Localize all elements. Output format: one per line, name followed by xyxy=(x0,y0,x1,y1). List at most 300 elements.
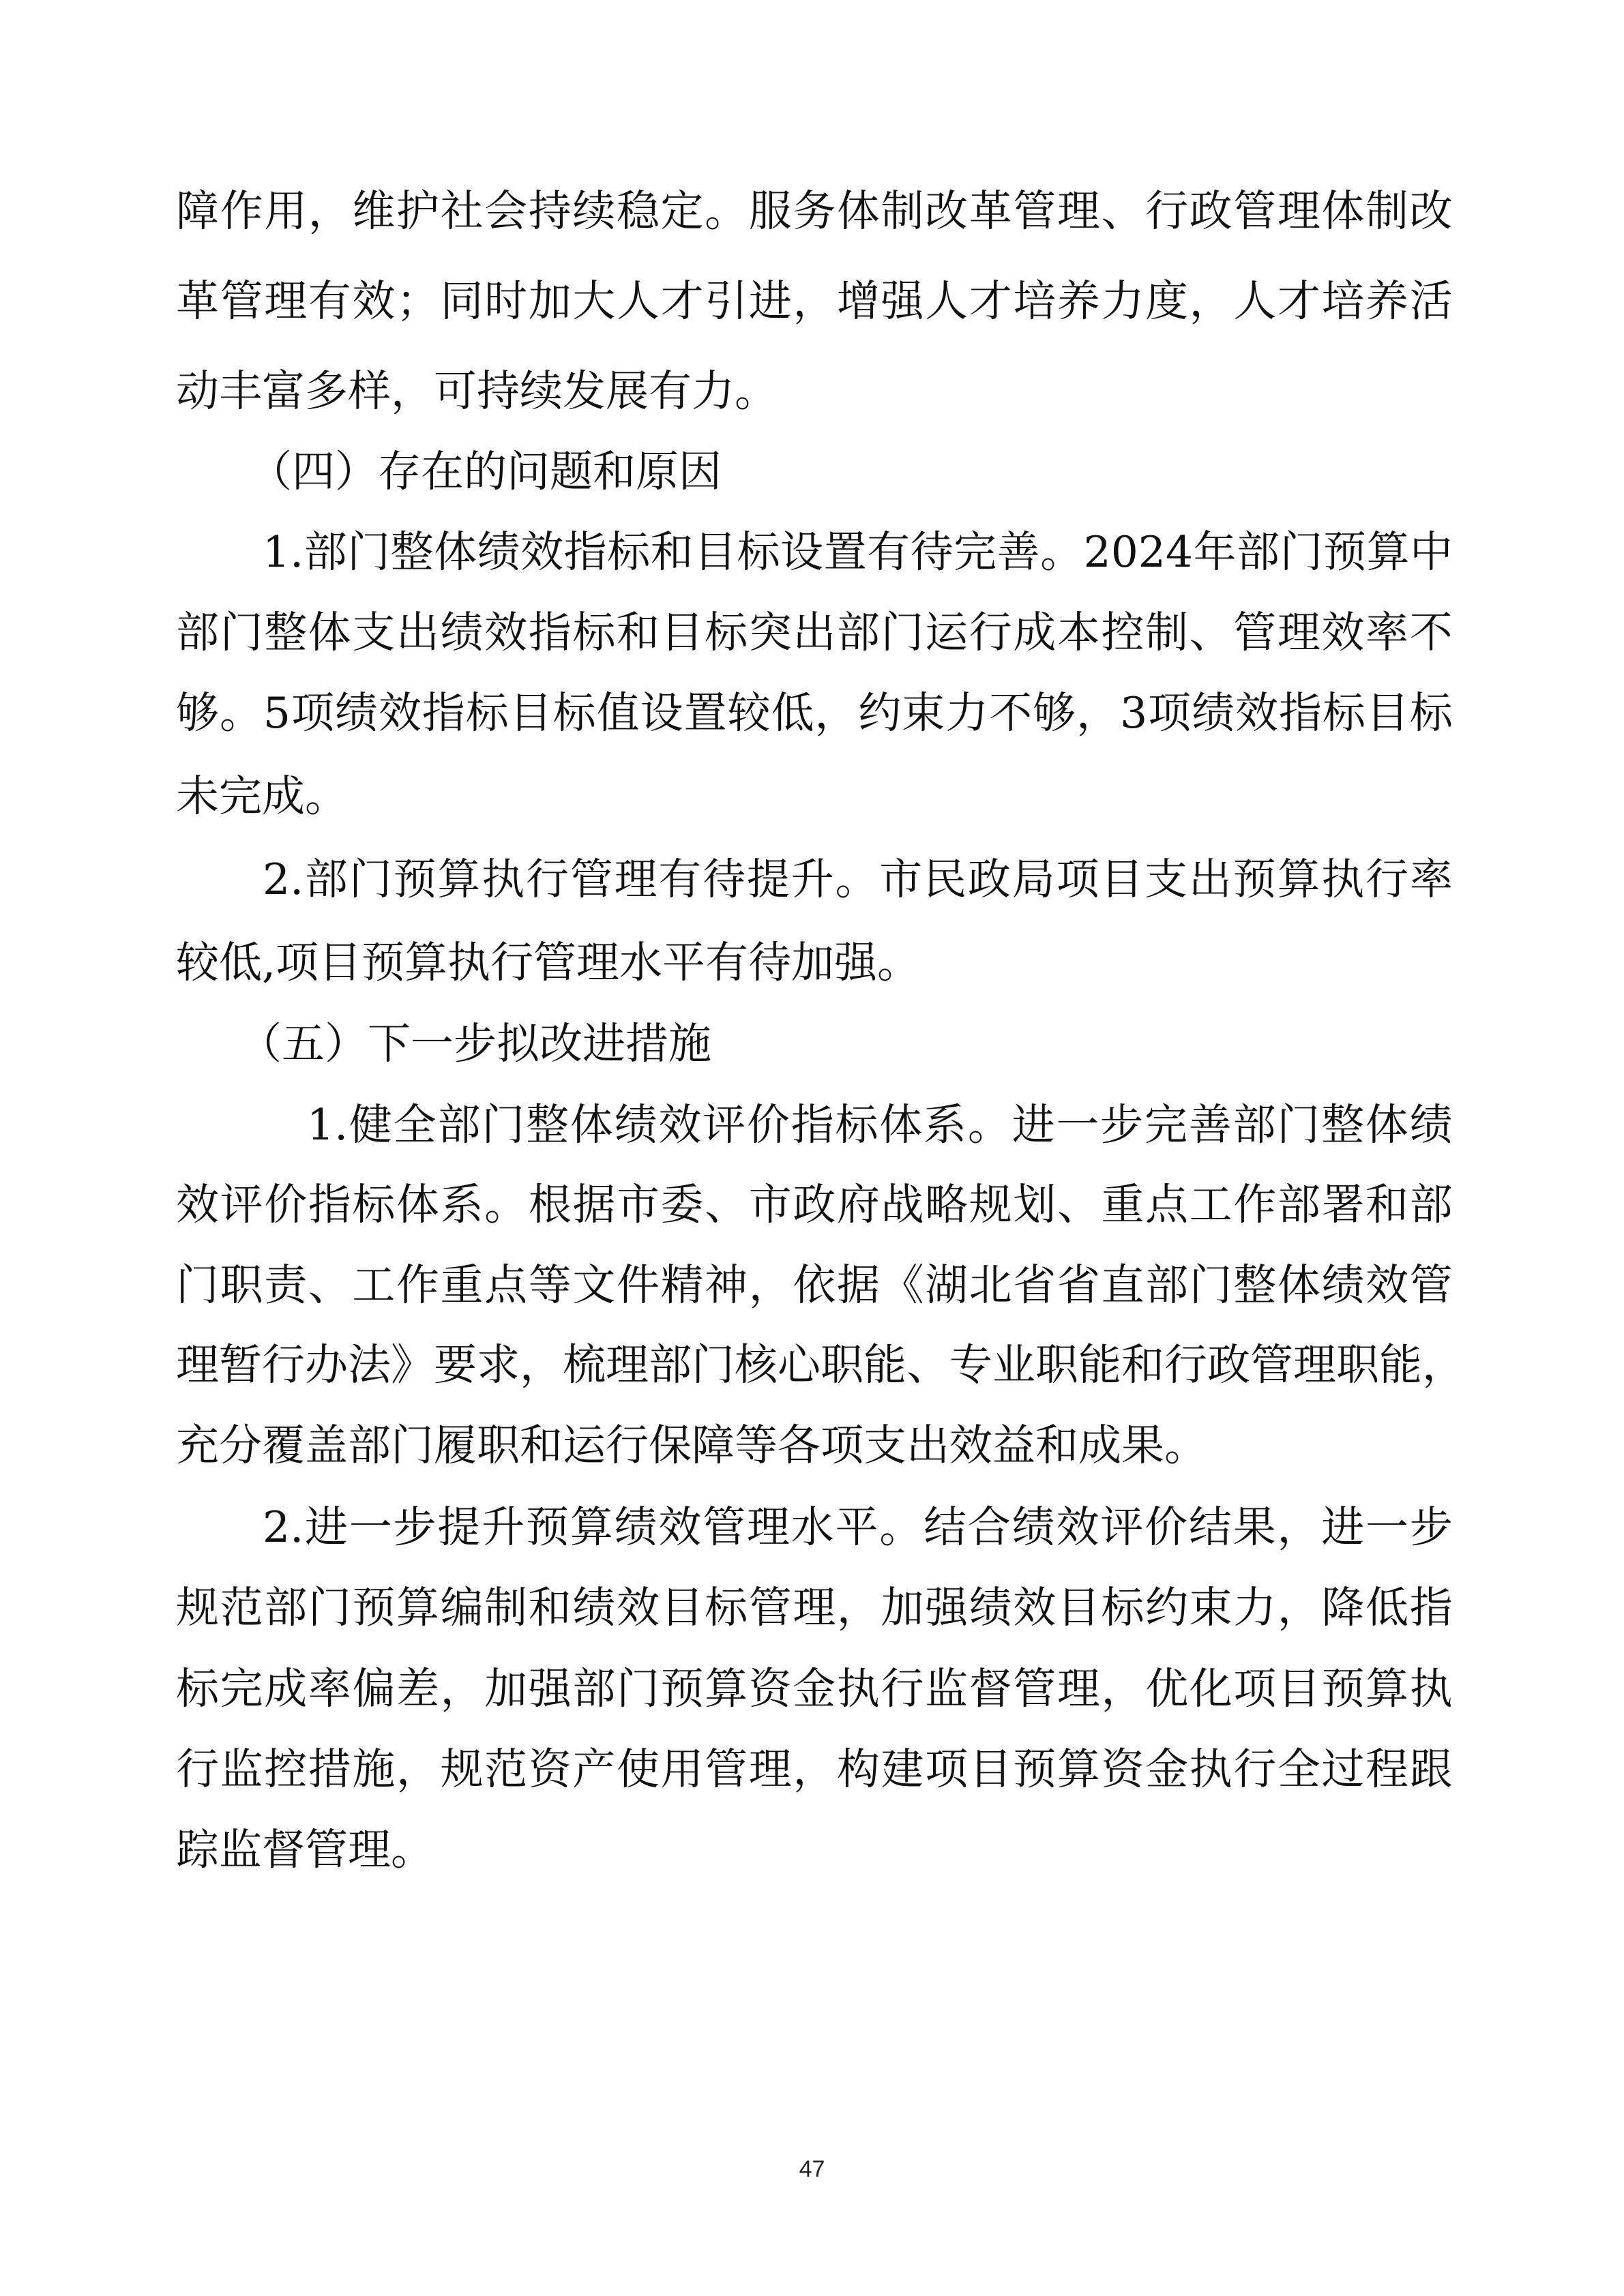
text-char: 一 xyxy=(1365,1502,1409,1552)
text-char: 。 xyxy=(705,186,748,236)
text-char: 够 xyxy=(176,688,219,738)
text-char: 行 xyxy=(525,854,569,904)
text-char: 体 xyxy=(1321,186,1365,236)
paragraph-line: 较低,项目预算执行管理水平有待加强。 xyxy=(176,938,921,987)
text-char: 成 xyxy=(1013,608,1057,657)
text-char: 度 xyxy=(1145,276,1189,326)
text-char: 执 xyxy=(1321,854,1365,904)
text-char: 行 xyxy=(176,1744,219,1794)
text-char: 控 xyxy=(264,1744,308,1794)
text-char: 目 xyxy=(1100,854,1144,904)
text-char: 标 xyxy=(835,1100,879,1150)
text-char: 管 xyxy=(570,854,613,904)
text-char: 部 xyxy=(264,1583,308,1632)
text-char: 结 xyxy=(924,1502,967,1552)
paragraph-line xyxy=(176,1338,1465,1392)
text-char: ， xyxy=(520,1340,563,1390)
text-char: 率 xyxy=(1365,608,1409,657)
text-char: 预 xyxy=(1013,1744,1057,1794)
text-char: 制 xyxy=(484,1583,528,1632)
text-char: 部 xyxy=(304,854,348,904)
text-char: 系 xyxy=(924,1100,967,1150)
text-char: 进 xyxy=(748,276,792,326)
paragraph-line: 未完成。 xyxy=(176,771,348,821)
text-char: 不 xyxy=(1409,608,1453,657)
text-char: 较 xyxy=(727,688,771,738)
text-char: 目 xyxy=(509,688,552,738)
text-char: 护 xyxy=(396,186,439,236)
text-char: 指 xyxy=(563,527,607,577)
text-char: 步 xyxy=(1409,1502,1453,1552)
text-char: 指 xyxy=(422,688,465,738)
text-char: 行 xyxy=(969,608,1012,657)
text-char: 部 xyxy=(572,1664,616,1714)
text-char: 绩 xyxy=(572,1583,616,1632)
text-char: 资 xyxy=(748,1664,792,1714)
paragraph-line xyxy=(263,1500,1453,1555)
text-char: 、 xyxy=(1057,1180,1100,1229)
text-char: ， xyxy=(396,1744,439,1794)
text-char: 效 xyxy=(176,1180,219,1229)
text-char: ， xyxy=(1277,1583,1320,1632)
text-char: 行 xyxy=(1145,186,1189,236)
text-char: 根 xyxy=(528,1180,572,1229)
text-char: 。 xyxy=(1040,527,1084,577)
text-char: 水 xyxy=(791,1502,834,1552)
text-char: 标 xyxy=(1322,688,1365,738)
text-char: 支 xyxy=(352,608,396,657)
text-char: 偏 xyxy=(352,1664,396,1714)
text-char: 效 xyxy=(616,1583,660,1632)
text-char: 平 xyxy=(835,1502,879,1552)
text-char: 加 xyxy=(881,1583,924,1632)
text-char: 够 xyxy=(1033,688,1076,738)
text-char: 依 xyxy=(793,1260,836,1310)
text-char: 神 xyxy=(705,1260,748,1310)
text-char: 部 xyxy=(304,527,347,577)
text-char: 、 xyxy=(1101,186,1145,236)
text-char: 门 xyxy=(220,608,263,657)
text-char: 。 xyxy=(484,1180,528,1229)
text-char: 改 xyxy=(1409,186,1453,236)
text-char: 局 xyxy=(1012,854,1055,904)
text-char: 工 xyxy=(352,1260,396,1310)
text-char: 善 xyxy=(996,527,1040,577)
text-char: 门 xyxy=(308,1583,351,1632)
text-char: 目 xyxy=(1365,688,1409,738)
text-char: 建 xyxy=(881,1744,924,1794)
text-char: 执 xyxy=(482,854,525,904)
text-char: 目 xyxy=(1277,1664,1320,1714)
paragraph-line xyxy=(307,1098,1453,1152)
text-char: 约 xyxy=(1145,1583,1189,1632)
text-char: 规 xyxy=(440,1744,484,1794)
text-char: ， xyxy=(836,1583,880,1632)
text-char: 体 xyxy=(308,608,351,657)
text-char: 规 xyxy=(969,1180,1012,1229)
text-char: 理 xyxy=(793,1583,836,1632)
text-char: 和 xyxy=(650,527,694,577)
paragraph-line xyxy=(176,1178,1453,1232)
paragraph-line xyxy=(176,1258,1453,1313)
text-char: 门 xyxy=(349,854,392,904)
text-char: 指 xyxy=(308,1180,351,1229)
text-char: 执 xyxy=(1409,1664,1453,1714)
text-char: 养 xyxy=(1057,276,1100,326)
text-char: 同 xyxy=(440,276,484,326)
text-char: 务 xyxy=(793,186,836,236)
text-char: 绩 xyxy=(1409,1100,1453,1150)
text-char: 理 xyxy=(1277,608,1320,657)
text-char: 革 xyxy=(176,276,219,326)
text-char: 有 xyxy=(308,276,351,326)
text-char: 预 xyxy=(1321,1664,1365,1714)
text-char: 算 xyxy=(396,1583,439,1632)
text-char: 目 xyxy=(969,1744,1012,1794)
text-char: 标 xyxy=(737,527,780,577)
text-char: 预 xyxy=(525,1502,569,1552)
text-char: 行 xyxy=(1233,1744,1277,1794)
text-char: 设 xyxy=(640,688,683,738)
text-char: 指 xyxy=(1409,1583,1453,1632)
text-char: 才 xyxy=(660,276,704,326)
text-char: 部 xyxy=(176,608,219,657)
text-char: 绩 xyxy=(1012,1502,1055,1552)
text-char: 效 xyxy=(658,1100,702,1150)
text-char: 用 xyxy=(660,1744,704,1794)
text-char: 效 xyxy=(1013,1583,1057,1632)
text-run: 1. xyxy=(263,527,304,577)
text-char: 管 xyxy=(748,1583,792,1632)
text-char: 跟 xyxy=(1409,1744,1453,1794)
text-char: 政 xyxy=(1207,1340,1250,1390)
text-char: 制 xyxy=(881,186,924,236)
text-char: 体 xyxy=(396,1180,439,1229)
text-char: 施 xyxy=(352,1744,396,1794)
text-char: 政 xyxy=(1189,186,1232,236)
text-char: 待 xyxy=(910,527,954,577)
text-char: 标 xyxy=(705,1583,748,1632)
text-char: 理 xyxy=(1057,1664,1100,1714)
text-char: 管 xyxy=(703,1502,746,1552)
text-char: 系 xyxy=(440,1180,484,1229)
text-char: 果 xyxy=(1232,1502,1276,1552)
text-char: 行 xyxy=(1164,1340,1207,1390)
text-char: 项 xyxy=(1233,1664,1277,1714)
text-char: 管 xyxy=(1409,1260,1453,1310)
text-char: 理 xyxy=(746,1502,790,1552)
text-char: ， xyxy=(1277,1502,1320,1552)
text-char: 产 xyxy=(572,1744,616,1794)
text-char: 执 xyxy=(1189,1744,1232,1794)
text-char: 省 xyxy=(1013,1260,1057,1310)
text-char: 置 xyxy=(683,688,727,738)
text-char: ， xyxy=(793,1744,836,1794)
text-char: 重 xyxy=(1101,1180,1145,1229)
text-char: 待 xyxy=(703,854,746,904)
text-char: 。 xyxy=(835,854,879,904)
text-char: 部 xyxy=(1277,1180,1320,1229)
text-char: 一 xyxy=(349,1502,392,1552)
text-char: 完 xyxy=(220,1664,263,1714)
text-char: 《 xyxy=(881,1260,924,1310)
text-char: 价 xyxy=(1145,1502,1188,1552)
text-char: 算 xyxy=(570,1502,613,1552)
text-char: 力 xyxy=(1233,1583,1277,1632)
text-char: 效 xyxy=(352,276,396,326)
text-char: 绩 xyxy=(477,527,520,577)
paragraph-line: 动丰富多样，可持续发展有力。 xyxy=(176,366,778,416)
text-char: 指 xyxy=(1278,688,1322,738)
text-char: 管 xyxy=(705,1744,748,1794)
text-char: 预 xyxy=(660,1664,704,1714)
text-char: 设 xyxy=(780,527,824,577)
text-char: 全 xyxy=(393,1100,437,1150)
text-char: 标 xyxy=(176,1664,219,1714)
text-char: 率 xyxy=(308,1664,351,1714)
text-char: 预 xyxy=(1232,854,1276,904)
text-char: 理 xyxy=(264,276,308,326)
text-char: 范 xyxy=(220,1583,263,1632)
text-char: 算 xyxy=(1277,854,1320,904)
text-char: ， xyxy=(308,186,351,236)
text-char: 要 xyxy=(434,1340,477,1390)
text-char: 标 xyxy=(572,608,616,657)
text-char: 直 xyxy=(1101,1260,1145,1310)
text-char: 改 xyxy=(925,186,969,236)
text-char: 项 xyxy=(925,1744,969,1794)
text-char: 活 xyxy=(1409,276,1453,326)
text-char: 据 xyxy=(572,1180,616,1229)
text-char: 大 xyxy=(572,276,616,326)
text-char: 体 xyxy=(434,527,477,577)
text-char: 、 xyxy=(906,1340,949,1390)
text-char: 进 xyxy=(1321,1502,1365,1552)
text-char: ； xyxy=(396,276,439,326)
text-char: 标 xyxy=(465,688,509,738)
text-char: 强 xyxy=(881,276,924,326)
text-char: 。 xyxy=(879,1502,923,1552)
text-char: 持 xyxy=(528,186,572,236)
text-char: 项 xyxy=(291,688,334,738)
text-char: 整 xyxy=(390,527,434,577)
text-char: 行 xyxy=(262,1340,305,1390)
text-char: 加 xyxy=(528,276,572,326)
text-char: 预 xyxy=(1323,527,1366,577)
text-char: 值 xyxy=(596,688,640,738)
text-char: 体 xyxy=(836,186,880,236)
text-char: 略 xyxy=(925,1180,969,1229)
text-char: 体 xyxy=(570,1100,613,1150)
text-char: 管 xyxy=(1250,1340,1293,1390)
text-char: 民 xyxy=(924,854,967,904)
text-char: 能 xyxy=(863,1340,906,1390)
text-char: 整 xyxy=(526,1100,570,1150)
paragraph-line xyxy=(176,184,1453,239)
text-char: 市 xyxy=(748,1180,792,1229)
text-char: 门 xyxy=(1189,1260,1232,1310)
text-char: 职 xyxy=(821,1340,863,1390)
text-char: 绩 xyxy=(440,608,484,657)
text-char: 省 xyxy=(1057,1260,1100,1310)
text-char: 执 xyxy=(836,1664,880,1714)
text-char: 。 xyxy=(967,1100,1011,1150)
text-char: 项 xyxy=(1056,854,1099,904)
text-char: 部 xyxy=(649,1340,692,1390)
text-char: 束 xyxy=(1189,1583,1232,1632)
text-char: 理 xyxy=(1277,186,1320,236)
text-run: 2. xyxy=(263,1502,304,1552)
text-char: 理 xyxy=(606,1340,649,1390)
text-char: 本 xyxy=(1057,608,1100,657)
text-char: 据 xyxy=(836,1260,880,1310)
text-char: 业 xyxy=(992,1340,1035,1390)
paragraph-line xyxy=(176,1581,1453,1635)
text-char: 结 xyxy=(1188,1502,1232,1552)
text-char: 目 xyxy=(660,608,704,657)
text-char: 管 xyxy=(1233,186,1277,236)
text-char: 不 xyxy=(989,688,1033,738)
text-char: 使 xyxy=(616,1744,660,1794)
text-char: 整 xyxy=(264,608,308,657)
text-char: ， xyxy=(440,1664,484,1714)
text-char: 理 xyxy=(748,1744,792,1794)
text-char: 监 xyxy=(220,1744,263,1794)
text-char: 预 xyxy=(393,854,437,904)
text-char: 措 xyxy=(308,1744,351,1794)
text-char: 绩 xyxy=(969,1583,1012,1632)
text-char: 能 xyxy=(1078,1340,1121,1390)
text-char: 进 xyxy=(1012,1100,1055,1150)
text-char: 全 xyxy=(1277,1744,1320,1794)
text-char: 金 xyxy=(793,1664,836,1714)
text-char: 续 xyxy=(572,186,616,236)
text-char: 、 xyxy=(705,1180,748,1229)
text-char: 门 xyxy=(1277,1100,1320,1150)
paragraph-line xyxy=(176,1662,1453,1716)
paragraph-line: 充分覆盖部门履职和运行保障等各项支出效益和成果。 xyxy=(176,1420,1207,1470)
text-char: 评 xyxy=(220,1180,263,1229)
text-char: 引 xyxy=(705,276,748,326)
text-char: 算 xyxy=(1366,527,1410,577)
text-char: 》 xyxy=(391,1340,434,1390)
text-char: 算 xyxy=(705,1664,748,1714)
text-char: 署 xyxy=(1321,1180,1365,1229)
text-char: 步 xyxy=(393,1502,437,1552)
text-run: 1. xyxy=(307,1100,349,1150)
text-char: 算 xyxy=(1365,1664,1409,1714)
text-char: 优 xyxy=(1145,1664,1189,1714)
text-char: 才 xyxy=(969,276,1012,326)
text-char: 管 xyxy=(1013,186,1057,236)
paragraph-line xyxy=(176,686,1453,741)
text-char: 管 xyxy=(1233,608,1277,657)
text-char: 、 xyxy=(1189,608,1232,657)
text-char: 绩 xyxy=(1321,1260,1365,1310)
text-char: 金 xyxy=(1145,1744,1189,1794)
paragraph-line xyxy=(263,525,1453,580)
text-char: 力 xyxy=(1101,276,1145,326)
text-char: 门 xyxy=(692,1340,735,1390)
text-char: 和 xyxy=(528,1583,572,1632)
paragraph-line xyxy=(176,606,1453,660)
text-char: 完 xyxy=(954,527,997,577)
text-char: 束 xyxy=(902,688,945,738)
text-char: 提 xyxy=(746,854,790,904)
text-char: 低 xyxy=(771,688,814,738)
text-char: 障 xyxy=(176,186,219,236)
text-char: 出 xyxy=(1188,854,1232,904)
page-number: 47 xyxy=(799,2156,825,2182)
text-char: 范 xyxy=(484,1744,528,1794)
text-char: 人 xyxy=(1233,276,1277,326)
text-char: 绩 xyxy=(614,1100,658,1150)
text-char: 培 xyxy=(1013,276,1057,326)
text-char: 提 xyxy=(437,1502,481,1552)
text-char: 门 xyxy=(881,608,924,657)
text-char: 制 xyxy=(1145,608,1189,657)
text-char: 效 xyxy=(1235,688,1279,738)
text-char: 价 xyxy=(746,1100,790,1150)
text-char: 府 xyxy=(836,1180,880,1229)
text-char: 预 xyxy=(352,1583,396,1632)
text-char: 作 xyxy=(396,1260,439,1310)
text-char: ， xyxy=(1101,1664,1145,1714)
text-char: 效 xyxy=(520,527,564,577)
text-char: 重 xyxy=(440,1260,484,1310)
text-char: 战 xyxy=(881,1180,924,1229)
text-char: 门 xyxy=(347,527,391,577)
text-char: 时 xyxy=(484,276,528,326)
text-char: 年 xyxy=(1193,527,1237,577)
text-char: 标 xyxy=(552,688,596,738)
text-char: 理 xyxy=(1057,186,1100,236)
text-char: 算 xyxy=(1057,1744,1100,1794)
text-char: 求 xyxy=(477,1340,520,1390)
text-char: 进 xyxy=(304,1502,348,1552)
text-char: 培 xyxy=(1321,276,1365,326)
text-char: 点 xyxy=(484,1260,528,1310)
text-char: 目 xyxy=(694,527,737,577)
text-char: 作 xyxy=(1233,1180,1277,1229)
text-char: 效 xyxy=(1321,608,1365,657)
text-char: 和 xyxy=(616,608,660,657)
text-char: 会 xyxy=(484,186,528,236)
text-char: 作 xyxy=(220,186,263,236)
text-char: 门 xyxy=(1280,527,1323,577)
text-char: 核 xyxy=(735,1340,778,1390)
text-char: 降 xyxy=(1321,1583,1365,1632)
text-run: 2. xyxy=(263,854,304,904)
text-char: 人 xyxy=(925,276,969,326)
text-char: 部 xyxy=(1409,1180,1453,1229)
text-char: 过 xyxy=(1321,1744,1365,1794)
text-char: 体 xyxy=(1277,1260,1320,1310)
text-char: 标 xyxy=(352,1180,396,1229)
text-char: 成 xyxy=(264,1664,308,1714)
text-char: 出 xyxy=(793,608,836,657)
text-char: 精 xyxy=(660,1260,704,1310)
text-char: 编 xyxy=(440,1583,484,1632)
text-char: 效 xyxy=(1056,1502,1099,1552)
text-char: 门 xyxy=(616,1664,660,1714)
text-char: 力 xyxy=(945,688,989,738)
text-char: 中 xyxy=(1409,527,1453,577)
text-char: 健 xyxy=(349,1100,392,1150)
text-char: 低 xyxy=(1365,1583,1409,1632)
text-char: 资 xyxy=(1101,1744,1145,1794)
text-run: 3 xyxy=(1120,688,1148,738)
